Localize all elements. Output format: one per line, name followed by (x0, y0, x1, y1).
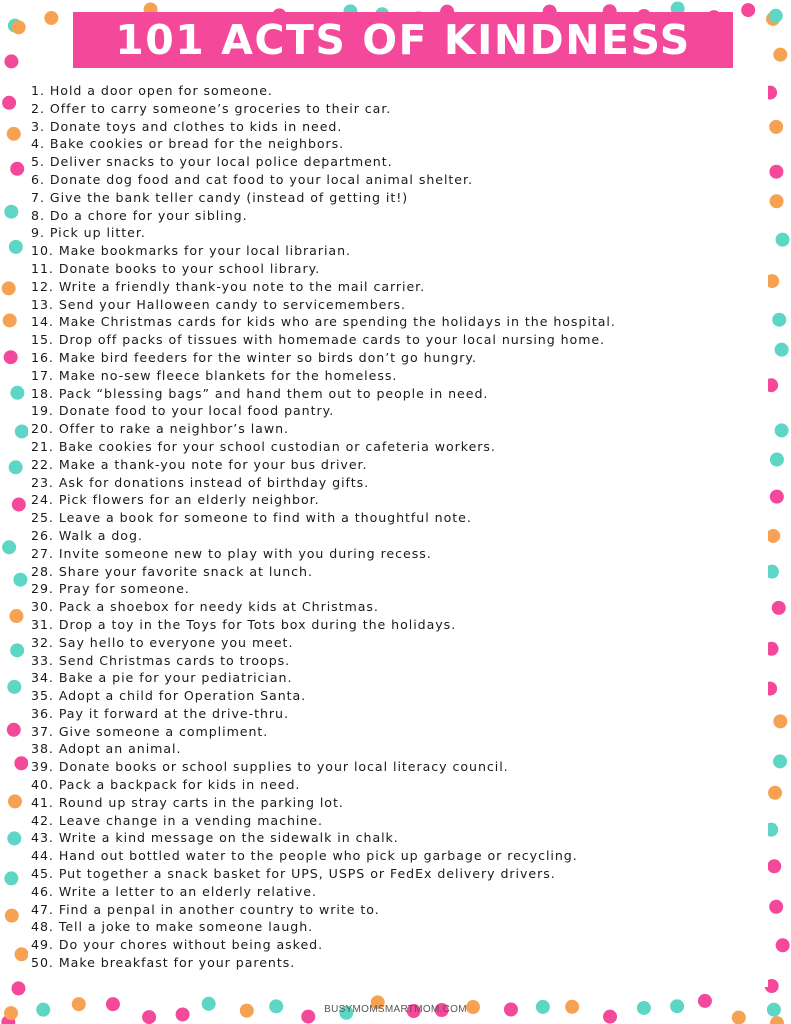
polka-dot (10, 386, 24, 400)
polka-dot (2, 96, 16, 110)
list-item: 38. Adopt an animal. (31, 741, 182, 757)
polka-dot (3, 313, 17, 327)
polka-dot (9, 460, 23, 474)
list-item: 49. Do your chores without being asked. (31, 937, 324, 953)
polka-dot (13, 573, 27, 587)
polka-dot (10, 643, 24, 657)
polka-dot (7, 127, 21, 141)
kindness-list (31, 82, 766, 972)
list-item: 6. Donate dog food and cat food to your local animal shelter. (31, 171, 473, 187)
polka-dot (12, 20, 26, 34)
list-item: 10. Make bookmarks for your local librarian. (31, 243, 351, 259)
polka-dot (8, 794, 22, 808)
polka-dot (773, 754, 787, 768)
polka-dot (7, 831, 21, 845)
list-item: 23. Ask for donations instead of birthday gifts. (31, 474, 370, 490)
list-item: 29. Pray for someone. (31, 581, 190, 597)
polka-dot (768, 786, 782, 800)
polka-dot (769, 120, 783, 134)
list-item: 26. Walk a dog. (31, 527, 143, 543)
polka-dot (766, 529, 780, 543)
polka-dot (5, 909, 19, 923)
polka-dot (44, 11, 58, 25)
list-item: 35. Adopt a child for Operation Santa. (31, 688, 307, 704)
list-item: 9. Pick up litter. (31, 225, 146, 241)
title-banner (73, 12, 733, 68)
list-item: 44. Hand out bottled water to the people who pick up garbage or recycling. (31, 848, 578, 864)
list-item: 16. Make bird feeders for the winter so birds don’t go hungry. (31, 349, 477, 365)
list-item: 30. Pack a shoebox for needy kids at Christmas. (31, 599, 379, 615)
list-item: 48. Tell a joke to make someone laugh. (31, 919, 314, 935)
list-item: 47. Find a penpal in another country to write to. (31, 901, 380, 917)
list-item: 7. Give the bank teller candy (instead of getting it!) (31, 189, 409, 205)
polka-dot (9, 240, 23, 254)
polka-dot (14, 756, 28, 770)
polka-dot (11, 981, 25, 995)
list-item: 21. Bake cookies for your school custodian or cafeteria workers. (31, 438, 496, 454)
polka-dot (15, 424, 29, 438)
list-item: 42. Leave change in a vending machine. (31, 812, 323, 828)
polka-dot (770, 1016, 784, 1024)
polka-dot (4, 205, 18, 219)
list-item: 32. Say hello to everyone you meet. (31, 634, 294, 650)
polka-dot (772, 313, 786, 327)
polka-dot (4, 871, 18, 885)
footer-website: BUSYMOMSMARTMOM.COM (324, 1004, 467, 1015)
list-item: 33. Send Christmas cards to troops. (31, 652, 291, 668)
list-item: 46. Write a letter to an elderly relative. (31, 883, 317, 899)
list-item: 50. Make breakfast for your parents. (31, 955, 296, 971)
polka-dot (775, 423, 789, 437)
polka-dot (10, 162, 24, 176)
list-item: 37. Give someone a compliment. (31, 723, 269, 739)
list-item: 17. Make no-sew fleece blankets for the homeless. (31, 367, 398, 383)
list-item: 45. Put together a snack basket for UPS, USPS or FedEx delivery drivers. (31, 866, 556, 882)
page-title: 101 ACTS OF KINDNESS (115, 16, 691, 64)
polka-dot (773, 48, 787, 62)
polka-dot (9, 609, 23, 623)
polka-dot (2, 540, 16, 554)
polka-dot (7, 680, 21, 694)
polka-dot (770, 194, 784, 208)
polka-dot (15, 947, 29, 961)
polka-dot (2, 281, 16, 295)
list-item: 20. Offer to rake a neighbor’s lawn. (31, 421, 289, 437)
polka-dot (12, 498, 26, 512)
polka-dot (775, 343, 789, 357)
list-item: 34. Bake a pie for your pediatrician. (31, 670, 293, 686)
polka-dot (769, 9, 783, 23)
polka-dot (772, 601, 786, 615)
list-item: 11. Donate books to your school library. (31, 260, 321, 276)
polka-dot (7, 723, 21, 737)
list-item: 28. Share your favorite snack at lunch. (31, 563, 313, 579)
list-item: 31. Drop a toy in the Toys for Tots box during the holidays. (31, 616, 457, 632)
list-item: 19. Donate food to your local food pantry. (31, 403, 335, 419)
list-item: 25. Leave a book for someone to find with a thoughtful note. (31, 510, 472, 526)
polka-dot (770, 453, 784, 467)
list-item: 24. Pick flowers for an elderly neighbor. (31, 492, 320, 508)
polka-dot (769, 165, 783, 179)
list-item: 40. Pack a backpack for kids in need. (31, 777, 301, 793)
list-item: 1. Hold a door open for someone. (31, 83, 273, 98)
list-item: 36. Pay it forward at the drive-thru. (31, 705, 289, 721)
list-item: 2. Offer to carry someone’s groceries to their car. (31, 100, 392, 116)
list-item: 27. Invite someone new to play with you during recess. (31, 545, 432, 561)
list-item: 15. Drop off packs of tissues with homemade cards to your local nursing home. (31, 332, 606, 348)
polka-dot (4, 54, 18, 68)
list-item: 43. Write a kind message on the sidewalk in chalk. (31, 830, 399, 846)
polka-dot (773, 714, 787, 728)
list-item: 5. Deliver snacks to your local police department. (31, 154, 393, 170)
polka-dot (776, 938, 790, 952)
polka-dot (776, 233, 790, 247)
list-item: 18. Pack “blessing bags” and hand them out to people in need. (31, 385, 489, 401)
list-item: 41. Round up stray carts in the parking lot. (31, 794, 344, 810)
list-item: 39. Donate books or school supplies to your local literacy council. (31, 759, 509, 775)
list-item: 22. Make a thank-you note for your bus driver. (31, 456, 368, 472)
list-item: 4. Bake cookies or bread for the neighbors. (31, 136, 345, 152)
polka-dot (767, 859, 781, 873)
list-item: 8. Do a chore for your sibling. (31, 207, 248, 223)
polka-dot (741, 3, 755, 17)
polka-dot (769, 900, 783, 914)
polka-dot (770, 490, 784, 504)
list-item: 13. Send your Halloween candy to servicemembers. (31, 296, 406, 312)
list-item: 14. Make Christmas cards for kids who are spending the holidays in the hospital. (31, 314, 616, 330)
polka-dot (4, 350, 18, 364)
list-item: 12. Write a friendly thank-you note to the mail carrier. (31, 278, 426, 294)
list-item: 3. Donate toys and clothes to kids in need. (31, 118, 343, 134)
